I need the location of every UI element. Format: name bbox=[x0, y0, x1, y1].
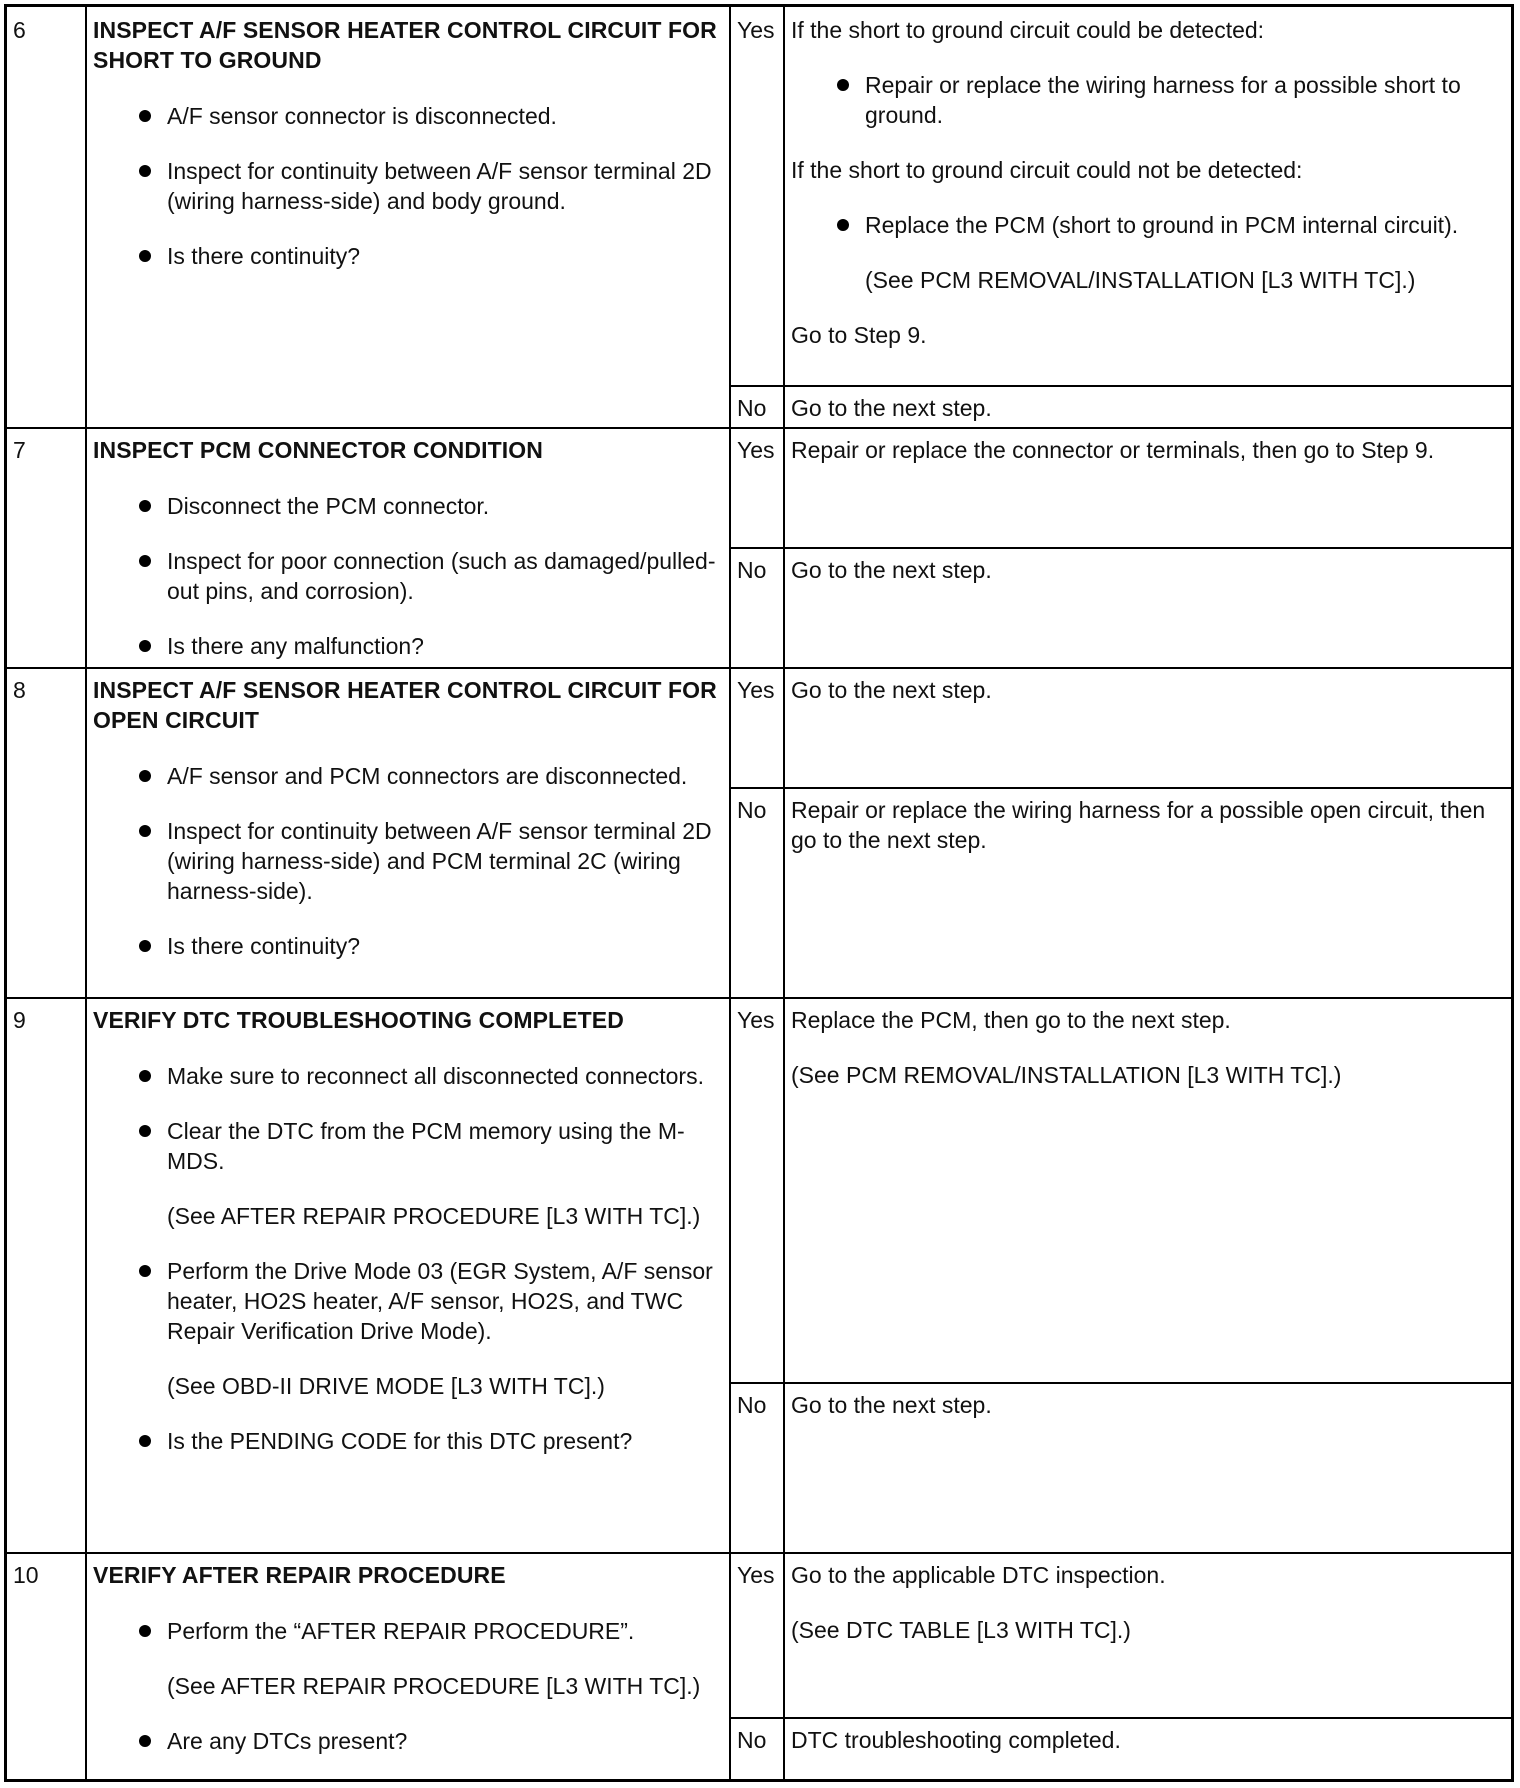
step-title: INSPECT PCM CONNECTOR CONDITION bbox=[93, 437, 543, 463]
instruction-item: Perform the Drive Mode 03 (EGR System, A/F sensor heater, HO2S heater, A/F sensor, HO2S, and TWC Repair Verification Drive Mode). bbox=[93, 1256, 719, 1346]
instruction-item: A/F sensor connector is disconnected. bbox=[93, 101, 719, 131]
result-item: Repair or replace the wiring harness for a possible short to ground. bbox=[791, 70, 1503, 130]
step-instructions bbox=[87, 667, 729, 986]
instruction-item: A/F sensor and PCM connectors are disconnected. bbox=[93, 761, 719, 791]
instruction-item: Is there continuity? bbox=[93, 241, 719, 271]
instruction-item: Is the PENDING CODE for this DTC present? bbox=[93, 1426, 719, 1456]
step-number: 8 bbox=[13, 677, 26, 703]
reference-text: (See AFTER REPAIR PROCEDURE [L3 WITH TC].) bbox=[167, 1203, 701, 1229]
instruction-item: Inspect for poor connection (such as damaged/pulled-out pins, and corrosion). bbox=[93, 546, 719, 606]
result-text: Go to Step 9. bbox=[791, 322, 927, 348]
instruction-item: Inspect for continuity between A/F sensor terminal 2D (wiring harness-side) and body ground. bbox=[93, 156, 719, 216]
instruction-item: Is there any malfunction? bbox=[93, 631, 719, 661]
yes-result: Go to the next step. bbox=[791, 677, 992, 703]
no-label: No bbox=[737, 395, 767, 421]
no-label: No bbox=[737, 557, 767, 583]
no-result: Go to the next step. bbox=[791, 395, 992, 421]
step-instructions bbox=[87, 7, 729, 296]
instruction-item: Clear the DTC from the PCM memory using the M-MDS. bbox=[93, 1116, 719, 1176]
reference-text: (See OBD-II DRIVE MODE [L3 WITH TC].) bbox=[167, 1373, 605, 1399]
step-number: 9 bbox=[13, 1007, 26, 1033]
instruction-item: Make sure to reconnect all disconnected connectors. bbox=[93, 1061, 719, 1091]
no-label: No bbox=[737, 1392, 767, 1418]
yes-label: Yes bbox=[737, 677, 775, 703]
result-text: If the short to ground circuit could not be detected: bbox=[791, 157, 1303, 183]
no-label: No bbox=[737, 797, 767, 823]
yes-result bbox=[785, 7, 1511, 375]
no-result: DTC troubleshooting completed. bbox=[791, 1727, 1121, 1753]
result-item: Replace the PCM (short to ground in PCM internal circuit). bbox=[791, 210, 1503, 240]
result-text: If the short to ground circuit could be detected: bbox=[791, 17, 1265, 43]
step-number: 7 bbox=[13, 437, 26, 463]
instruction-item: Disconnect the PCM connector. bbox=[93, 491, 719, 521]
step-instructions bbox=[87, 1552, 729, 1781]
no-result: Go to the next step. bbox=[791, 1392, 992, 1418]
instruction-item: Inspect for continuity between A/F sensor terminal 2D (wiring harness-side) and PCM terminal 2C (wiring harness-side). bbox=[93, 816, 719, 906]
troubleshooting-table bbox=[4, 4, 1514, 1782]
yes-label: Yes bbox=[737, 17, 775, 43]
step-title: INSPECT A/F SENSOR HEATER CONTROL CIRCUIT FOR OPEN CIRCUIT bbox=[93, 677, 717, 733]
instruction-item: Are any DTCs present? bbox=[93, 1726, 719, 1756]
column-divider bbox=[729, 7, 731, 1779]
instruction-item: Is there continuity? bbox=[93, 931, 719, 961]
no-label: No bbox=[737, 1727, 767, 1753]
result-text: Go to the applicable DTC inspection. bbox=[791, 1562, 1166, 1588]
result-text: Replace the PCM, then go to the next step. bbox=[791, 1007, 1231, 1033]
yes-label: Yes bbox=[737, 1562, 775, 1588]
reference-text: (See PCM REMOVAL/INSTALLATION [L3 WITH TC].) bbox=[791, 1062, 1342, 1088]
no-result: Repair or replace the wiring harness for a possible open circuit, then go to the next step. bbox=[791, 797, 1486, 853]
step-title: VERIFY DTC TROUBLESHOOTING COMPLETED bbox=[93, 1007, 624, 1033]
instruction-item: Perform the “AFTER REPAIR PROCEDURE”. bbox=[93, 1616, 719, 1646]
yes-result bbox=[785, 1552, 1511, 1670]
step-instructions bbox=[87, 427, 729, 686]
reference-text: (See DTC TABLE [L3 WITH TC].) bbox=[791, 1617, 1131, 1643]
yes-result bbox=[785, 997, 1511, 1115]
reference-text: (See AFTER REPAIR PROCEDURE [L3 WITH TC].) bbox=[167, 1673, 701, 1699]
step-number: 6 bbox=[13, 17, 26, 43]
no-result: Go to the next step. bbox=[791, 557, 992, 583]
yes-label: Yes bbox=[737, 1007, 775, 1033]
step-title: VERIFY AFTER REPAIR PROCEDURE bbox=[93, 1562, 506, 1588]
yes-label: Yes bbox=[737, 437, 775, 463]
yes-result: Repair or replace the connector or terminals, then go to Step 9. bbox=[791, 437, 1435, 463]
reference-text: (See PCM REMOVAL/INSTALLATION [L3 WITH TC].) bbox=[865, 267, 1416, 293]
step-title: INSPECT A/F SENSOR HEATER CONTROL CIRCUIT FOR SHORT TO GROUND bbox=[93, 17, 717, 73]
step-instructions bbox=[87, 997, 729, 1481]
step-number: 10 bbox=[13, 1562, 39, 1588]
